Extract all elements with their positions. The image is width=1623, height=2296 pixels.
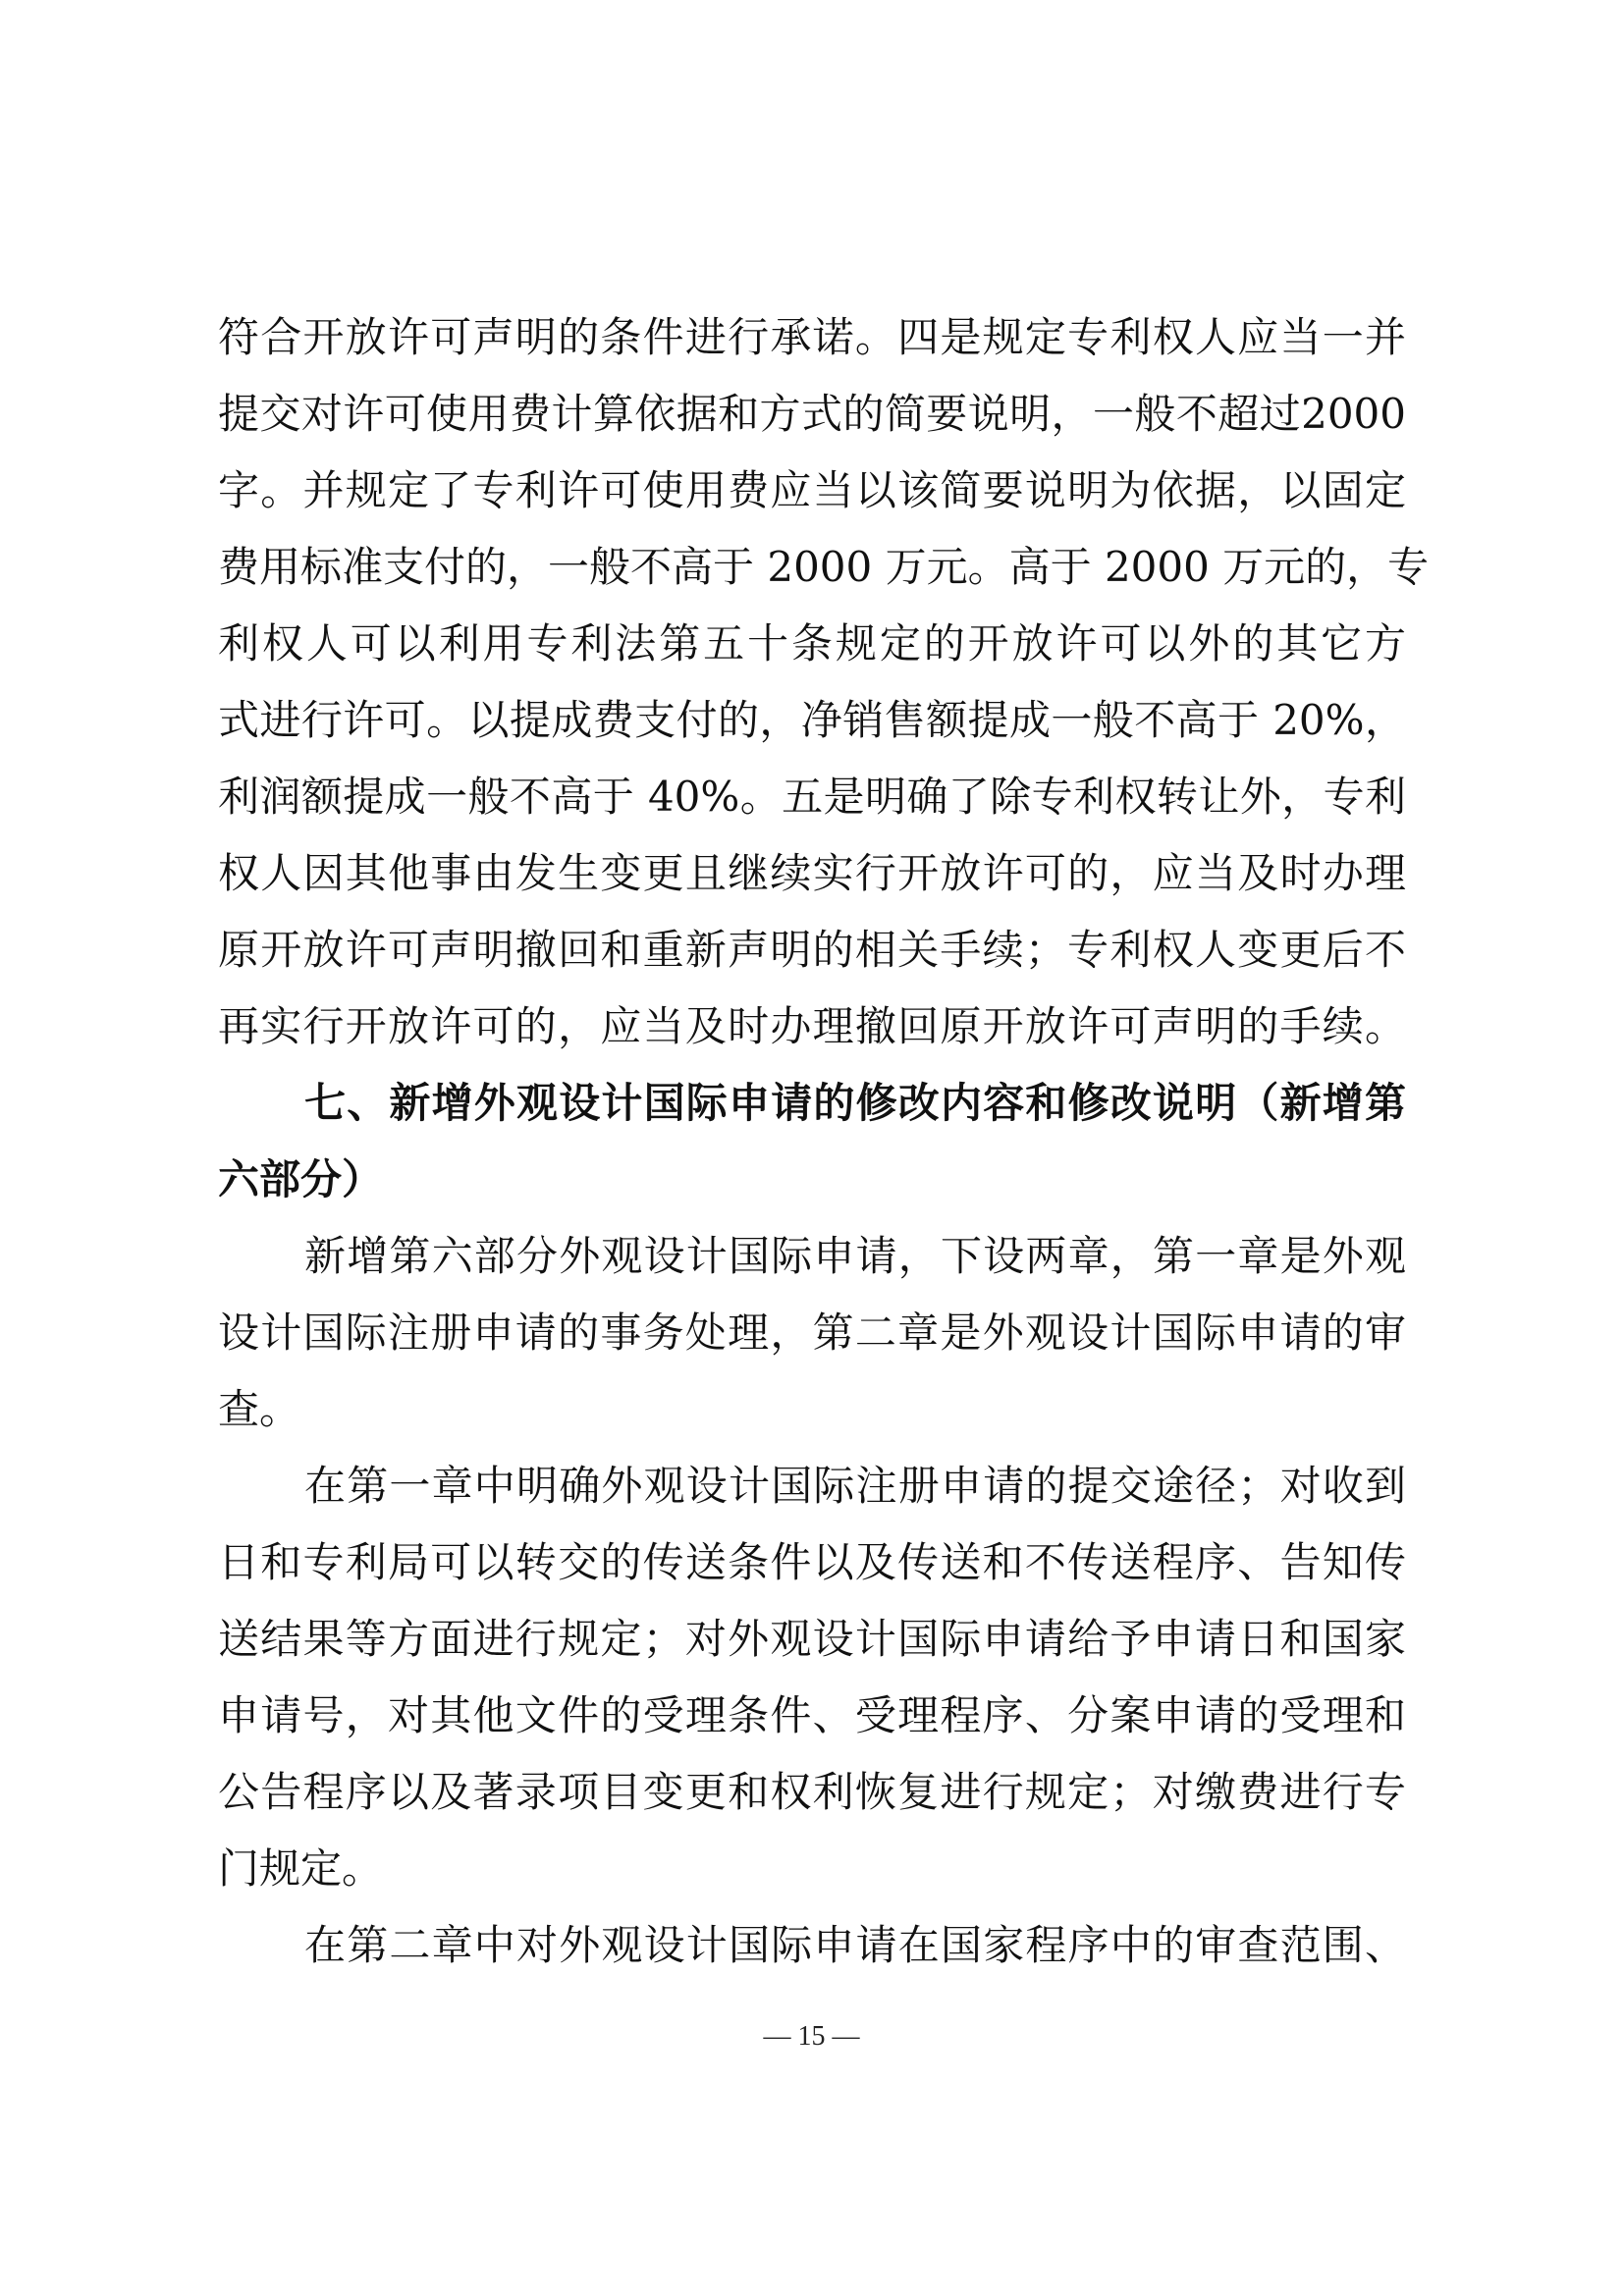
text-line: 在第二章中对外观设计国际申请在国家程序中的审查范围、 <box>304 1921 1406 1969</box>
text-line: 再实行开放许可的，应当及时办理撤回原开放许可声明的手续。 <box>218 1002 1406 1050</box>
text-line: 日和专利局可以转交的传送条件以及传送和不传送程序、告知传 <box>218 1538 1406 1586</box>
text-line: 设计国际注册申请的事务处理，第二章是外观设计国际申请的审 <box>218 1308 1406 1357</box>
text-line: 原开放许可声明撤回和重新声明的相关手续；专利权人变更后不 <box>218 926 1406 974</box>
text-line: 送结果等方面进行规定；对外观设计国际申请给予申请日和国家 <box>218 1615 1406 1663</box>
section-heading: 六部分） <box>218 1155 384 1203</box>
text-line: 公告程序以及著录项目变更和权利恢复进行规定；对缴费进行专 <box>218 1768 1406 1816</box>
page-number: — 15 — <box>763 2021 860 2052</box>
text-line: 利权人可以利用专利法第五十条规定的开放许可以外的其它方 <box>218 619 1406 667</box>
text-line: 新增第六部分外观设计国际申请，下设两章，第一章是外观 <box>304 1232 1406 1280</box>
text-line: 式进行许可。以提成费支付的，净销售额提成一般不高于 20%， <box>218 696 1406 744</box>
text-line: 提交对许可使用费计算依据和方式的简要说明，一般不超过2000 <box>218 390 1406 438</box>
text-line: 在第一章中明确外观设计国际注册申请的提交途径；对收到 <box>304 1462 1406 1510</box>
text-line: 查。 <box>218 1385 301 1433</box>
section-heading: 七、新增外观设计国际申请的修改内容和修改说明（新增第 <box>304 1079 1406 1127</box>
text-line: 字。并规定了专利许可使用费应当以该简要说明为依据，以固定 <box>218 466 1406 514</box>
text-line: 权人因其他事由发生变更且继续实行开放许可的，应当及时办理 <box>218 849 1406 897</box>
text-line: 门规定。 <box>218 1844 384 1893</box>
text-line: 费用标准支付的，一般不高于 2000 万元。高于 2000 万元的，专 <box>218 543 1430 591</box>
text-line: 申请号，对其他文件的受理条件、受理程序、分案申请的受理和 <box>218 1691 1406 1739</box>
text-line: 利润额提成一般不高于 40%。五是明确了除专利权转让外，专利 <box>218 773 1406 821</box>
text-line: 符合开放许可声明的条件进行承诺。四是规定专利权人应当一并 <box>218 313 1406 361</box>
